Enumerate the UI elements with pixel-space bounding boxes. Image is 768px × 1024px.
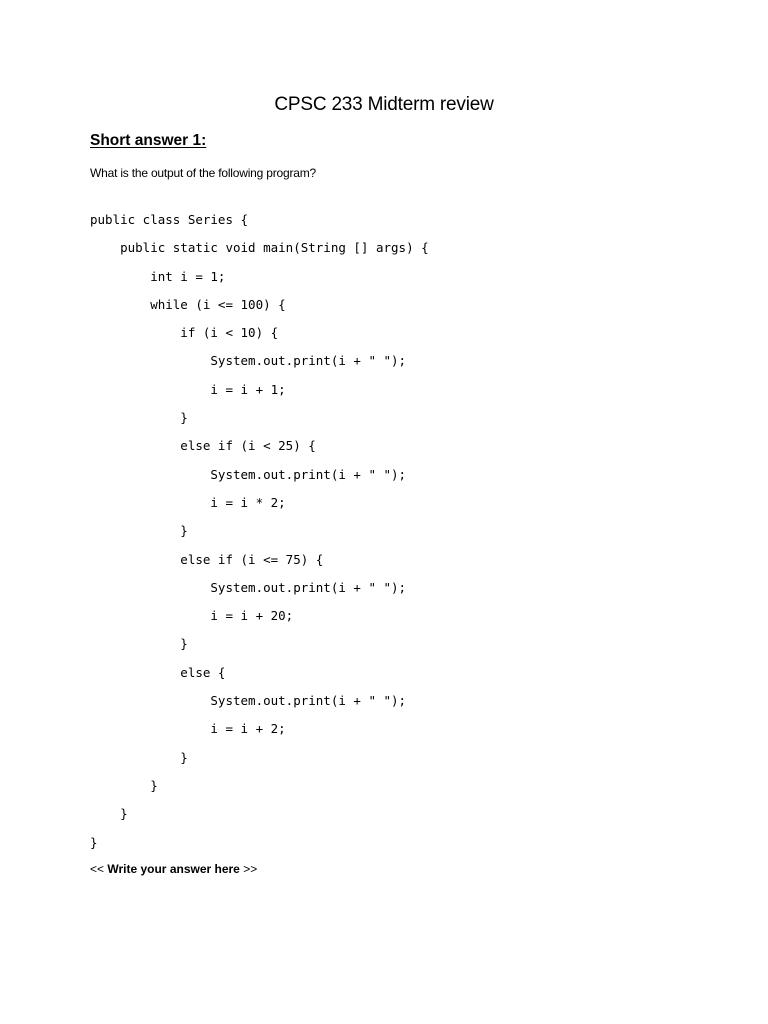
code-line: }	[90, 806, 128, 822]
question-text: What is the output of the following program?	[90, 166, 316, 180]
answer-prompt	[90, 861, 257, 877]
code-block	[90, 208, 429, 859]
answer-prompt-text: Write your answer here	[107, 862, 240, 876]
code-line: i = i + 1;	[90, 381, 286, 397]
code-line: }	[90, 410, 188, 426]
code-line: System.out.print(i + " ");	[90, 353, 407, 369]
code-line: int i = 1;	[90, 268, 226, 284]
code-line: i = i * 2;	[90, 494, 286, 510]
code-line: else if (i <= 75) {	[90, 551, 324, 567]
code-line: public static void main(String [] args) {	[90, 240, 429, 256]
code-line: }	[90, 834, 98, 850]
code-line: else if (i < 25) {	[90, 438, 316, 454]
code-line: public class Series {	[90, 212, 249, 227]
code-line: i = i + 2;	[90, 721, 286, 737]
section-heading: Short answer 1:	[90, 132, 207, 149]
code-line: }	[90, 636, 188, 652]
code-line: }	[90, 749, 188, 765]
code-line: }	[90, 523, 188, 539]
code-line: System.out.print(i + " ");	[90, 579, 407, 595]
code-line: else {	[90, 664, 226, 680]
page-title: CPSC 233 Midterm review	[274, 94, 494, 115]
code-line: while (i <= 100) {	[90, 296, 286, 312]
code-line: i = i + 20;	[90, 608, 294, 624]
code-line: if (i < 10) {	[90, 325, 279, 341]
answer-prompt-open: <<	[90, 862, 105, 876]
code-line: }	[90, 777, 158, 793]
answer-prompt-close: >>	[243, 862, 258, 876]
code-line: System.out.print(i + " ");	[90, 466, 407, 482]
code-line: System.out.print(i + " ");	[90, 693, 407, 709]
